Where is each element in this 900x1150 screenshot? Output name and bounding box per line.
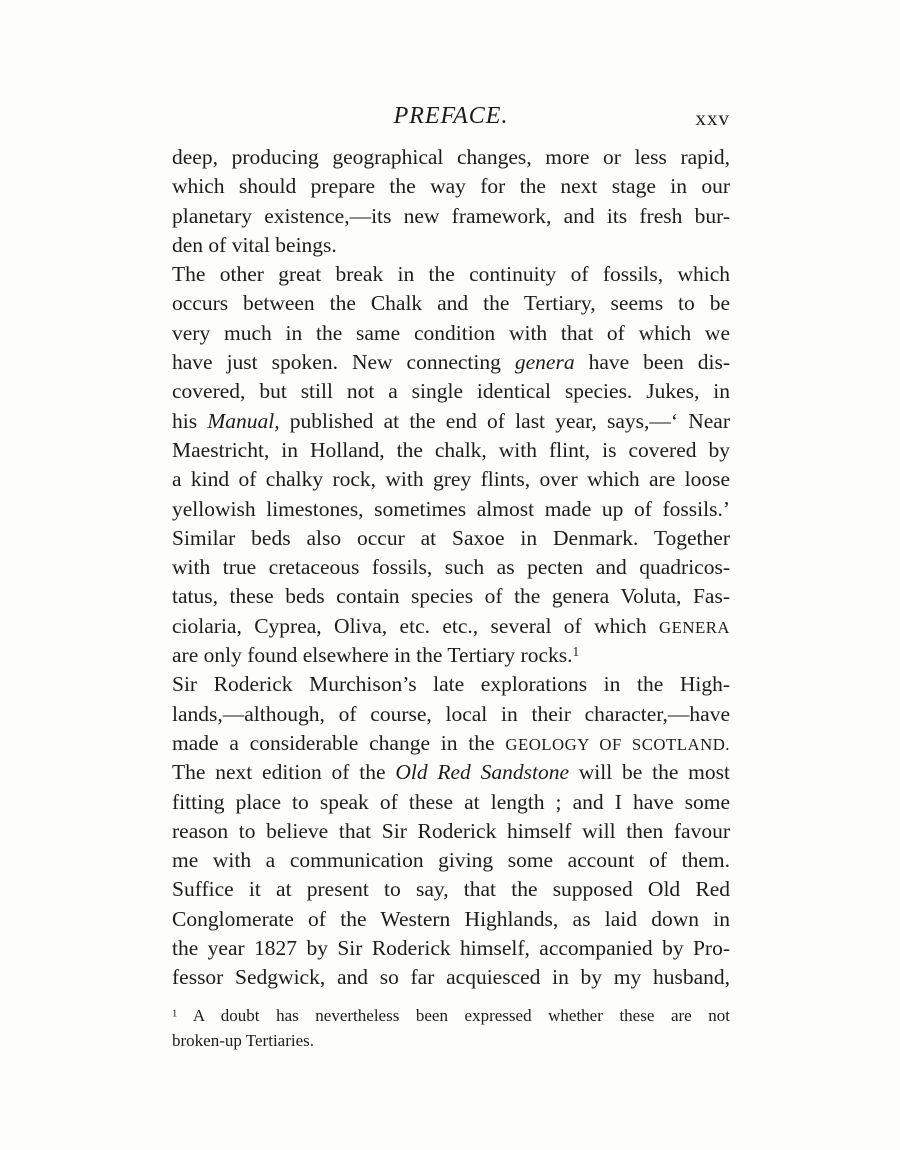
page-header [172, 103, 730, 137]
text-line: deep, producing geographical changes, more or less rapid, [172, 145, 730, 169]
text-line [172, 758, 730, 787]
text-line: with true cretaceous fossils, such as pecten and quadricos- [172, 555, 730, 580]
text-run: his [172, 408, 208, 433]
text-line [172, 348, 730, 377]
text-line: a kind of chalky rock, with grey flints, over which are loose [172, 467, 730, 492]
footnote-reference: 1 [572, 644, 580, 660]
text-line: the year 1827 by Sir Roderick himself, accompanied by Pro- [172, 936, 730, 961]
text-line: Sir Roderick Murchison’s late explorations in the High- [172, 672, 730, 697]
text-line: lands,—although, of course, local in their character,—have [172, 701, 730, 726]
footnote-line: broken-up Tertiaries. [172, 1031, 315, 1050]
small-caps-term: GENERA [659, 617, 730, 637]
text-run: are only found elsewhere in the Tertiary rocks. [172, 643, 573, 668]
italic-book-title: Old Red Sandstone [395, 760, 569, 785]
text-line: very much in the same condition with that of which we [172, 320, 730, 345]
text-line: Maestricht, in Holland, the chalk, with flint, is covered by [172, 437, 730, 462]
small-caps-term: GEOLOGY OF SCOTLAND. [505, 734, 730, 754]
text-line: Suffice it at present to say, that the supposed Old Red [172, 877, 730, 902]
text-run: will be the most [568, 760, 730, 785]
text-line [172, 407, 730, 436]
text-line: planetary existence,—its new framework, and its fresh bur- [172, 203, 730, 228]
text-run: made a considerable change in the [172, 730, 506, 755]
text-run: have just spoken. New connecting [172, 350, 515, 375]
text-line: covered, but still not a single identical species. Jukes, in [172, 379, 730, 404]
page-number: xxv [695, 106, 730, 130]
text-line: which should prepare the way for the next stage in our [172, 174, 730, 199]
text-line: fessor Sedgwick, and so far acquiesced in by my husband, [172, 965, 730, 990]
text-line: fitting place to speak of these at length ; and I have some [172, 789, 730, 814]
text-line: tatus, these beds contain species of the genera Voluta, Fas- [172, 584, 730, 609]
body-text [172, 143, 730, 993]
text-line: The other great break in the continuity of fossils, which [172, 262, 730, 287]
text-line: me with a communication giving some account of them. [172, 848, 730, 873]
text-run: The next edition of the [172, 760, 396, 785]
footnote-line [172, 1003, 730, 1028]
footnote-text: A doubt has nevertheless been expressed whether these are not [177, 1006, 730, 1025]
text-line: yellowish limestones, sometimes almost made up of fossils.’ [172, 496, 730, 521]
text-line: occurs between the Chalk and the Tertiary, seems to be [172, 291, 730, 316]
text-line: den of vital beings. [172, 232, 337, 257]
footnote [172, 1003, 730, 1053]
text-line: Similar beds also occur at Saxoe in Denmark. Together [172, 525, 730, 550]
italic-book-title: Manual, [207, 408, 280, 433]
running-title: PREFACE. [393, 103, 509, 129]
text-run: ciolaria, Cyprea, Oliva, etc. etc., several of which [172, 613, 659, 638]
italic-term: genera [514, 350, 575, 375]
footnote-marker: 1 [172, 1008, 178, 1020]
text-line: Conglomerate of the Western Highlands, as laid down in [172, 906, 730, 931]
text-line [172, 729, 730, 758]
text-run: have been dis- [574, 350, 731, 375]
text-line [172, 641, 730, 670]
text-run: published at the end of last year, says,—‘ Near [279, 408, 731, 433]
text-line: reason to believe that Sir Roderick himself will then favour [172, 818, 730, 843]
text-line [172, 612, 730, 641]
